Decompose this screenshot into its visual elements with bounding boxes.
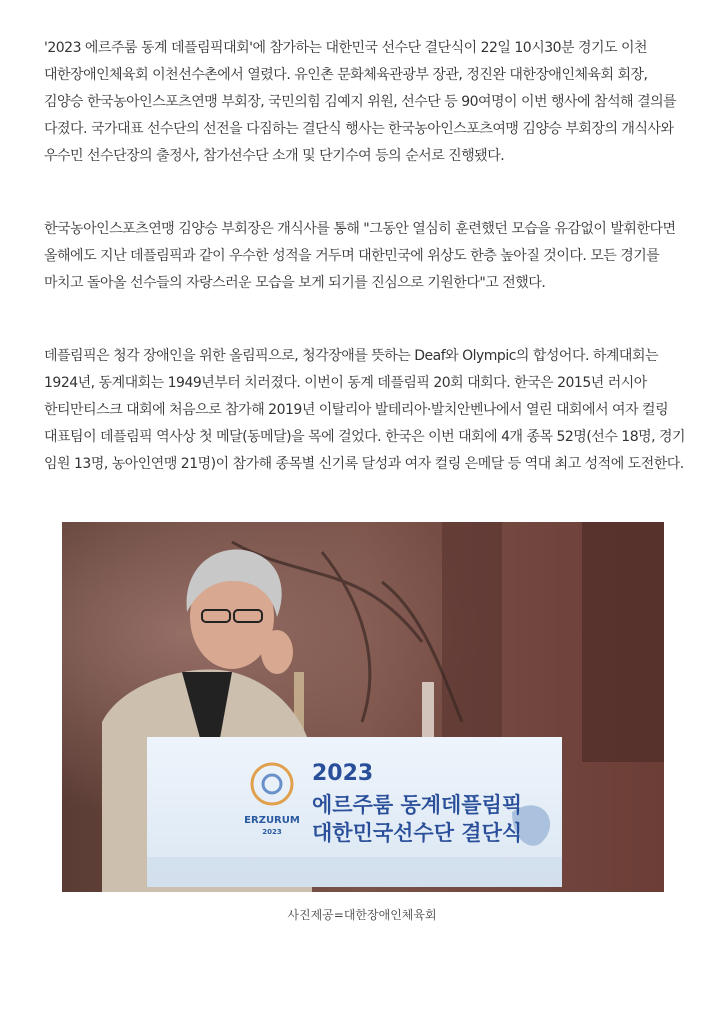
banner-line1: 에르주룸 동계데플림픽 (312, 793, 523, 817)
article-paragraph: 한국농아인스포츠연맹 김양승 부회장은 개식사를 통해 "그동안 열심히 훈련했던 모습을 유감없이 발휘한다면 올해에도 지난 데플림픽과 같이 우수한 성적을 거두며 대한민국에 위상도 한층 높아질 것이다. 모든 경기를 마치고 돌아올 선수들의 자랑스러운 모습을 보게 되기를 진심으로 기원한다"고 전했다. (44, 221, 676, 291)
banner-logo-sub: 2023 (262, 828, 282, 836)
article-paragraph: '2023 에르주룸 동계 데플림픽대회'에 참가하는 대한민국 선수단 결단식이 22일 10시30분 경기도 이천 대한장애인체육회 이천선수촌에서 열렸다. 유인촌 문화체육관광부 장관, 정진완 대한장애인체육회 회장, 김양승 한국농아인스포츠연맹 부회장, 국민의힘 김예지 위원, 선수단 등 90여명이 이번 행사에 참석해 결의를 다졌다. 국가대표 선수단의 선전을 다짐하는 결단식 행사는 한국농아인스포츠여맹 김양승 부회장의 개식사와 우수민 선수단장의 출정사, 참가선수단 소개 및 단기수여 등의 순서로 진행됐다. (44, 40, 677, 164)
photo-illustration (62, 522, 664, 892)
photo-caption: 사진제공=대한장애인체육회 (287, 908, 437, 922)
article-paragraph: 데플림픽은 청각 장애인을 위한 올림픽으로, 청각장애를 뜻하는 Deaf와 Olympic의 합성어다. 하계대회는 1924년, 동계대회는 1949년부터 치러졌다. 이번이 동계 데플림픽 20회 대회다. 한국은 2015년 러시아 한티만티스크 대회에 처음으로 참가해 2019년 이탈리아 발테리아·발치안벤나에서 열린 대회에서 여자 컬링 대표팀이 데플림픽 역사상 첫 메달(동메달)을 목에 걸었다. 한국은 이번 대회에 4개 종목 52명(선수 18명, 경기 임원 13명, 농아인연맹 21명)이 참가해 종목별 신기록 달성과 여자 컬링 은메달 등 역대 최고 성적에 도전한다. (44, 348, 686, 472)
article-photo (62, 522, 664, 892)
banner-logo-text: ERZURUM (244, 815, 300, 826)
banner-year: 2023 (312, 761, 374, 786)
banner-line2: 대한민국선수단 결단식 (312, 821, 523, 845)
podium-banner (147, 737, 562, 887)
